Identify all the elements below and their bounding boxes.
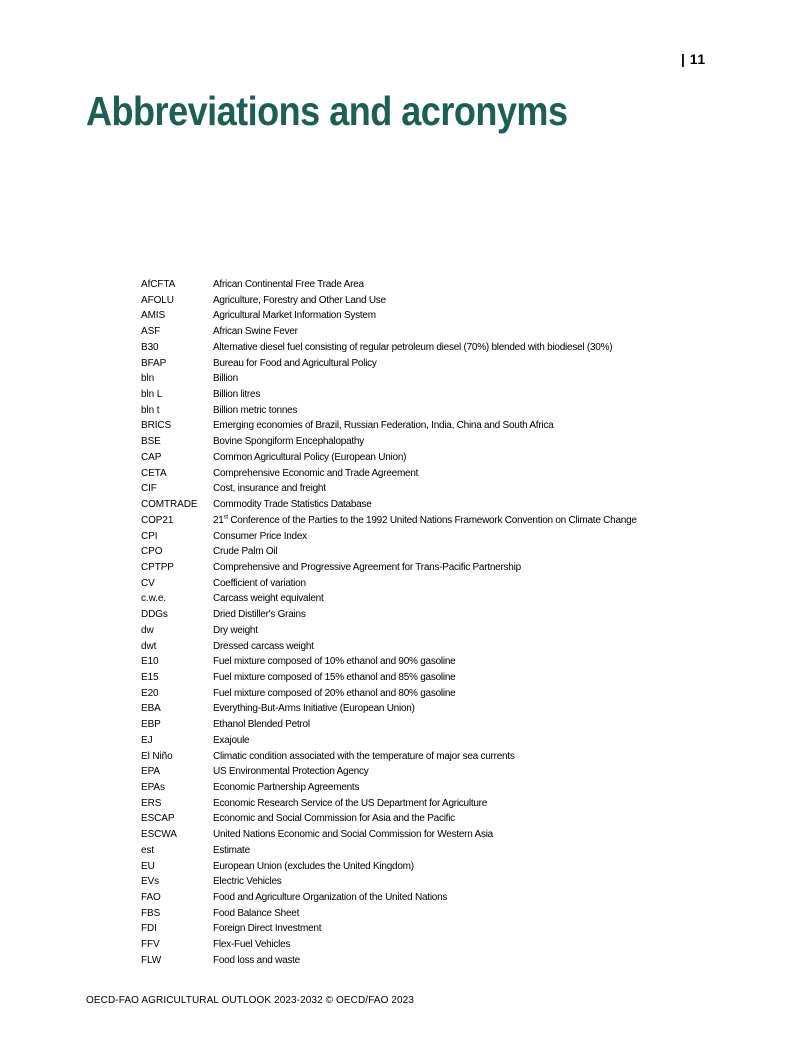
abbreviation-row [141, 576, 701, 592]
abbreviation-definition: Cost, insurance and freight [213, 483, 326, 495]
abbreviation-term: CPTPP [141, 561, 174, 573]
abbreviation-row [141, 890, 701, 906]
abbreviation-definition: Economic and Social Commission for Asia and the Pacific [213, 813, 455, 825]
abbreviation-row [141, 717, 701, 733]
abbreviation-row [141, 387, 701, 403]
abbreviation-row [141, 293, 701, 309]
abbreviation-row [141, 607, 701, 623]
abbreviation-definition: Billion metric tonnes [213, 404, 298, 416]
abbreviation-definition: Exajoule [213, 734, 250, 746]
abbreviation-row [141, 780, 701, 796]
abbreviation-definition: Dried Distiller's Grains [213, 609, 306, 621]
abbreviation-term: COP21 [141, 514, 174, 526]
abbreviation-definition: Foreign Direct Investment [213, 923, 322, 935]
abbreviation-definition: Commodity Trade Statistics Database [213, 499, 372, 511]
abbreviation-term: BRICS [141, 420, 172, 432]
abbreviation-definition: Billion [213, 373, 238, 385]
abbreviation-definition: Ethanol Blended Petrol [213, 719, 310, 731]
abbreviation-row [141, 529, 701, 545]
abbreviation-term: E10 [141, 656, 159, 668]
abbreviation-row [141, 434, 701, 450]
abbreviation-term: B30 [141, 341, 159, 353]
abbreviation-row [141, 953, 701, 969]
abbreviation-term: COMTRADE [141, 499, 198, 511]
abbreviation-definition: Agriculture, Forestry and Other Land Use [213, 294, 386, 306]
abbreviation-definition: Everything-But-Arms Initiative (European Union) [213, 703, 415, 715]
definition-ordinal-number: 21 [213, 514, 224, 526]
abbreviation-row [141, 560, 701, 576]
abbreviation-row [141, 811, 701, 827]
abbreviation-row [141, 827, 701, 843]
abbreviation-row [141, 733, 701, 749]
abbreviation-definition: Food Balance Sheet [213, 907, 300, 919]
abbreviation-term: EBP [141, 719, 161, 731]
abbreviation-row [141, 591, 701, 607]
abbreviation-definition: Fuel mixture composed of 20% ethanol and 80% gasoline [213, 687, 456, 699]
abbreviation-row [141, 356, 701, 372]
abbreviation-term: E20 [141, 687, 159, 699]
abbreviation-term: CETA [141, 467, 167, 479]
abbreviation-row [141, 670, 701, 686]
abbreviation-term: EVs [141, 876, 160, 888]
abbreviation-row [141, 701, 701, 717]
abbreviation-definition: Alternative diesel fuel consisting of regular petroleum diesel (70%) blended with biodiesel (30%) [213, 341, 613, 353]
abbreviation-term: AFOLU [141, 294, 174, 306]
abbreviation-row [141, 418, 701, 434]
abbreviation-definition: African Continental Free Trade Area [213, 279, 364, 290]
abbreviation-definition: Crude Palm Oil [213, 546, 278, 558]
abbreviation-definition: Agricultural Market Information System [213, 310, 376, 322]
abbreviation-term: bln [141, 373, 155, 385]
abbreviation-row [141, 623, 701, 639]
abbreviation-term: dw [141, 624, 154, 636]
abbreviation-term: AMIS [141, 310, 166, 322]
abbreviation-term: DDGs [141, 609, 168, 621]
definition-remainder: Conference of the Parties to the 1992 United Nations Framework Convention on Climate Change [227, 514, 637, 526]
abbreviation-term: CPO [141, 546, 163, 558]
abbreviation-definition: Economic Partnership Agreements [213, 782, 360, 793]
abbreviation-definition: Food and Agriculture Organization of the United Nations [213, 892, 448, 904]
abbreviation-term: FFV [141, 939, 160, 951]
abbreviation-term: dwt [141, 640, 157, 652]
abbreviation-term: bln L [141, 389, 163, 401]
abbreviation-definition: African Swine Fever [213, 326, 298, 338]
abbreviation-row [141, 450, 701, 466]
abbreviation-row [141, 371, 701, 387]
page-title: Abbreviations and acronyms [86, 88, 568, 134]
abbreviation-definition: Carcass weight equivalent [213, 593, 324, 605]
abbreviation-term: BFAP [141, 357, 167, 369]
abbreviation-row [141, 859, 701, 875]
abbreviation-row [141, 874, 701, 890]
abbreviation-row [141, 843, 701, 859]
abbreviation-row [141, 906, 701, 922]
abbreviation-row [141, 277, 701, 293]
abbreviation-row [141, 466, 701, 482]
abbreviation-definition [213, 513, 701, 529]
abbreviation-definition: Coefficient of variation [213, 577, 306, 589]
abbreviation-term: CV [141, 577, 155, 589]
page-number: | 11 [681, 51, 706, 67]
abbreviation-term: CPI [141, 530, 158, 542]
abbreviation-definition: Climatic condition associated with the temperature of major sea currents [213, 750, 515, 762]
abbreviation-term: EBA [141, 703, 161, 715]
abbreviation-definition: Consumer Price Index [213, 530, 307, 542]
abbreviation-term: AfCFTA [141, 279, 176, 290]
abbreviation-definition: Dressed carcass weight [213, 640, 314, 652]
abbreviation-term: ESCWA [141, 829, 177, 841]
abbreviation-row [141, 308, 701, 324]
abbreviation-definition: Fuel mixture composed of 10% ethanol and 90% gasoline [213, 656, 456, 668]
abbreviation-row [141, 481, 701, 497]
abbreviation-definition: Comprehensive and Progressive Agreement for Trans-Pacific Partnership [213, 561, 521, 573]
page-footer: OECD-FAO AGRICULTURAL OUTLOOK 2023-2032 © OECD/FAO 2023 [86, 995, 414, 1006]
definition-ordinal-suffix: st [223, 514, 228, 521]
abbreviation-row [141, 544, 701, 560]
abbreviation-row [141, 654, 701, 670]
abbreviation-term: bln t [141, 404, 160, 416]
abbreviation-term: CAP [141, 451, 162, 463]
abbreviation-definition: Estimate [213, 844, 250, 856]
abbreviation-term: EJ [141, 734, 153, 746]
abbreviation-term: EPAs [141, 782, 165, 793]
abbreviation-term: BSE [141, 436, 161, 448]
abbreviation-definition: United Nations Economic and Social Commission for Western Asia [213, 829, 493, 841]
abbreviation-term: EPA [141, 766, 160, 778]
abbreviation-definition: Emerging economies of Brazil, Russian Federation, India, China and South Africa [213, 420, 554, 432]
abbreviation-row [141, 639, 701, 655]
abbreviation-term: ASF [141, 326, 161, 338]
abbreviation-definition: Fuel mixture composed of 15% ethanol and 85% gasoline [213, 671, 456, 683]
abbreviation-row [141, 497, 701, 513]
abbreviation-definition: Billion litres [213, 389, 261, 401]
abbreviation-row [141, 937, 701, 953]
abbreviation-definition: US Environmental Protection Agency [213, 766, 369, 778]
abbreviation-term: ESCAP [141, 813, 175, 825]
abbreviation-term: EU [141, 860, 155, 872]
abbreviation-definition: Food loss and waste [213, 954, 300, 966]
abbreviation-row [141, 340, 701, 356]
abbreviation-term: ERS [141, 797, 162, 809]
abbreviation-term: E15 [141, 671, 159, 683]
abbreviation-row [141, 403, 701, 419]
abbreviation-row [141, 324, 701, 340]
abbreviation-definition: Bureau for Food and Agricultural Policy [213, 357, 377, 369]
abbreviation-term: c.w.e. [141, 593, 166, 605]
abbreviation-definition: Electric Vehicles [213, 876, 282, 888]
abbreviation-term: FBS [141, 907, 161, 919]
abbreviation-definition: Dry weight [213, 624, 258, 636]
abbreviation-row [141, 764, 701, 780]
abbreviation-row [141, 686, 701, 702]
abbreviation-definition: Economic Research Service of the US Department for Agriculture [213, 797, 488, 809]
abbreviation-row [141, 796, 701, 812]
abbreviation-term: El Niño [141, 750, 173, 762]
abbreviation-definition: Bovine Spongiform Encephalopathy [213, 436, 364, 448]
abbreviation-definition: Flex-Fuel Vehicles [213, 939, 291, 951]
abbreviation-term: FAO [141, 892, 161, 904]
abbreviation-row [141, 513, 701, 529]
abbreviation-row [141, 921, 701, 937]
abbreviation-definition: Common Agricultural Policy (European Union) [213, 451, 407, 463]
abbreviation-term: CIF [141, 483, 157, 495]
abbreviation-term: FLW [141, 954, 162, 966]
abbreviation-definition: European Union (excludes the United Kingdom) [213, 860, 414, 872]
abbreviation-term: FDI [141, 923, 157, 935]
abbreviation-row [141, 749, 701, 765]
abbreviation-definition: Comprehensive Economic and Trade Agreement [213, 467, 419, 479]
abbreviations-list [141, 277, 701, 969]
abbreviation-term: est [141, 844, 155, 856]
